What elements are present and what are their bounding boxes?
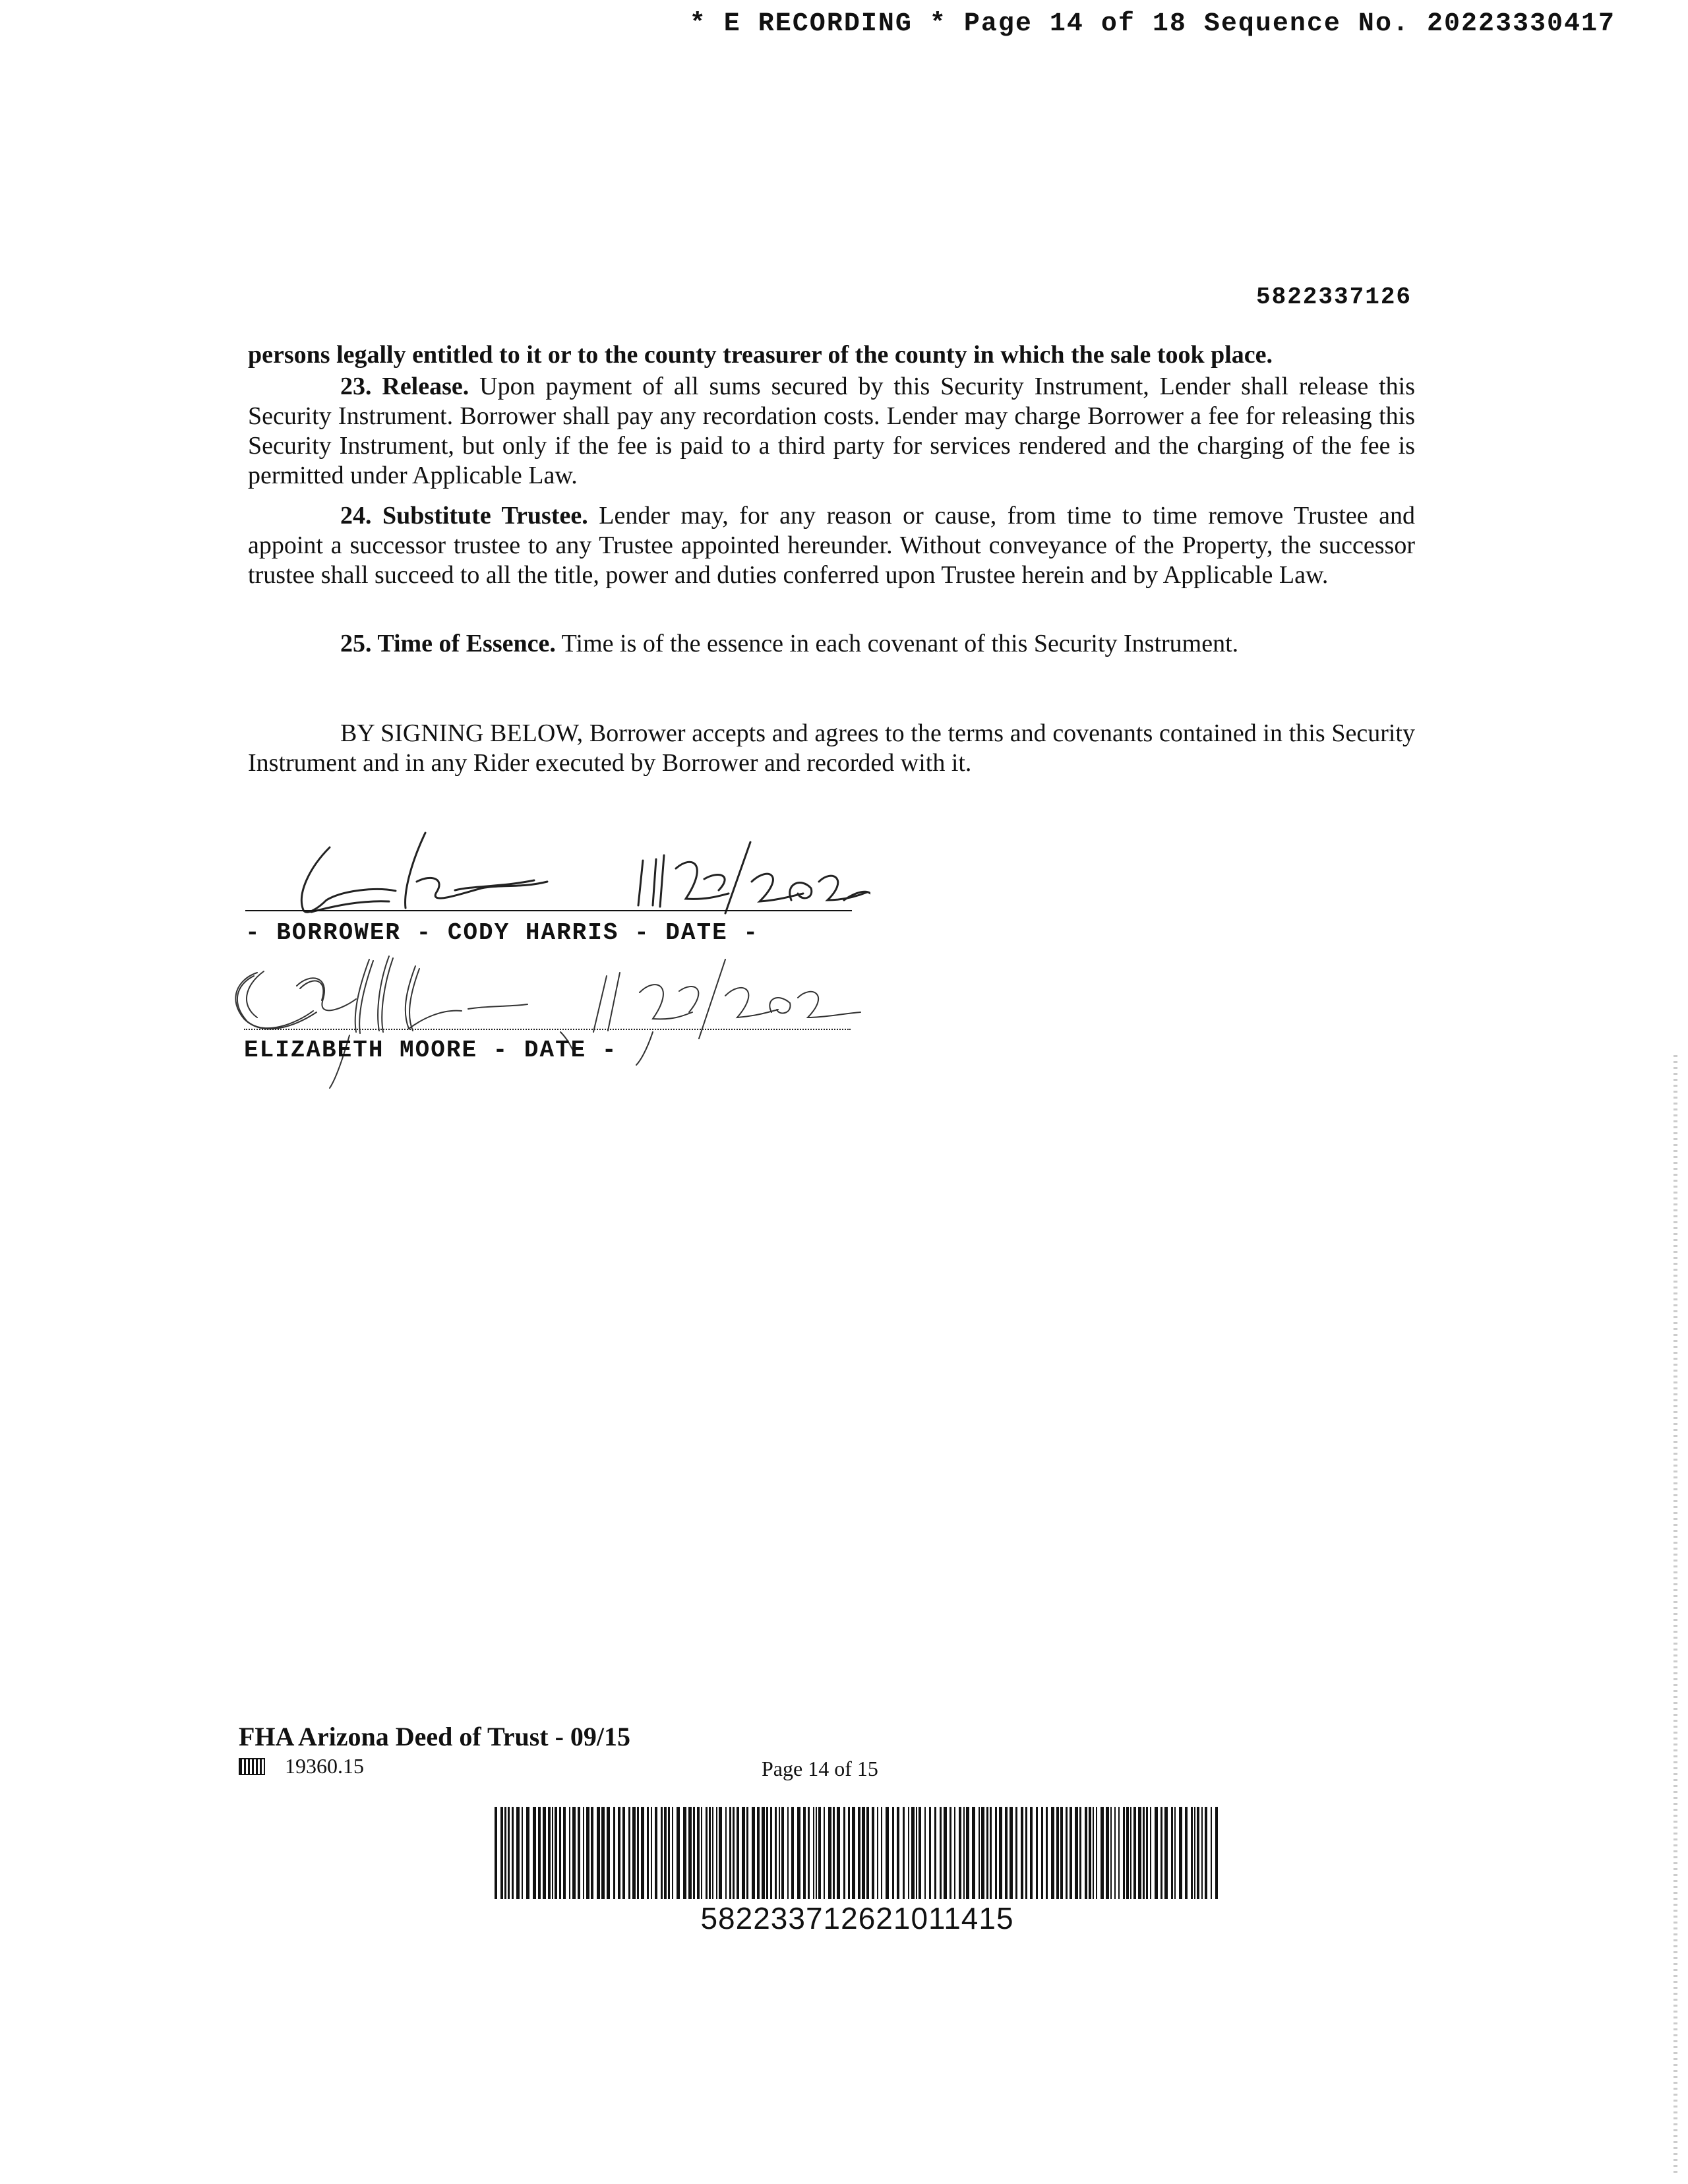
- barcode-bar: [872, 1807, 874, 1899]
- barcode-bar: [966, 1807, 969, 1899]
- section-23-release: [248, 372, 1415, 491]
- barcode-bar: [1197, 1807, 1199, 1899]
- barcode-bar: [552, 1807, 553, 1899]
- barcode-bar: [770, 1807, 772, 1899]
- barcode-bar: [688, 1807, 692, 1899]
- barcode-bar: [543, 1807, 546, 1899]
- barcode-bar: [1010, 1807, 1013, 1899]
- barcode-bar: [719, 1807, 722, 1899]
- barcode-bar: [762, 1807, 765, 1899]
- section-23-text: Upon payment of all sums secured by this Security Instrument, Lender shall release this Security Instrument. Borrower shall pay any recordation costs. Lender may charge Borrower a fee for releasing this Security Instrument, but only if the fee is paid to a third party for services rendered and the charging of the fee is permitted under Applicable Law.: [248, 373, 1415, 489]
- barcode-bar: [613, 1807, 615, 1899]
- barcode-bar: [808, 1807, 810, 1899]
- barcode-bar: [766, 1807, 768, 1899]
- barcode-bar: [583, 1807, 584, 1899]
- barcode-bar: [733, 1807, 735, 1899]
- barcode-bar: [533, 1807, 536, 1899]
- barcode-bar: [944, 1807, 947, 1899]
- form-logo-icon: [239, 1758, 265, 1775]
- barcode-bar: [954, 1807, 955, 1899]
- barcode-bar: [1089, 1807, 1091, 1899]
- barcode-bar: [803, 1807, 806, 1899]
- barcode-bar: [986, 1807, 988, 1899]
- barcode-bar: [597, 1807, 600, 1899]
- barcode-bar: [1130, 1807, 1131, 1899]
- barcode-bar: [1085, 1807, 1087, 1899]
- barcode-bar: [981, 1807, 984, 1899]
- barcode-bar: [813, 1807, 814, 1899]
- barcode-bar: [903, 1807, 905, 1899]
- barcode-bar: [1106, 1807, 1109, 1899]
- barcode-bar: [881, 1807, 882, 1899]
- signature-line-borrower-2: [244, 1029, 851, 1031]
- barcode-bar: [916, 1807, 917, 1899]
- barcode-bar: [757, 1807, 760, 1899]
- barcode-bar: [1118, 1807, 1120, 1899]
- barcode-bar: [816, 1807, 817, 1899]
- barcode-bar: [924, 1807, 926, 1899]
- section-24-substitute-trustee: [248, 501, 1415, 590]
- barcode-bar: [824, 1807, 825, 1899]
- barcode-bar: [500, 1807, 503, 1899]
- barcode-bar: [999, 1807, 1002, 1899]
- barcode-bar: [1114, 1807, 1116, 1899]
- barcode-bar: [940, 1807, 942, 1899]
- barcode-bar: [591, 1807, 593, 1899]
- barcode-bar: [563, 1807, 566, 1899]
- barcode-bar: [569, 1807, 570, 1899]
- barcode-bar: [886, 1807, 889, 1899]
- barcode-bar: [1164, 1807, 1168, 1899]
- borrower-1-label: - BORROWER - CODY HARRIS - DATE -: [245, 919, 759, 946]
- barcode-bar: [1155, 1807, 1158, 1899]
- barcode-bar: [578, 1807, 580, 1899]
- barcode-bar: [622, 1807, 625, 1899]
- barcode-bar: [752, 1807, 755, 1899]
- barcode-bar: [706, 1807, 708, 1899]
- section-24-text: Lender may, for any reason or cause, from time to time remove Trustee and appoint a successor trustee to any Trustee appointed hereunder. Without conveyance of the Property, the successor trustee shall succeed to all the title, power and duties conferred upon Trustee herein and by Applicable Law.: [248, 502, 1415, 589]
- barcode-bar: [1194, 1807, 1195, 1899]
- barcode-bar: [787, 1807, 789, 1899]
- barcode-bar: [725, 1807, 727, 1899]
- barcode-bar: [848, 1807, 850, 1899]
- barcode-bar: [522, 1807, 523, 1899]
- barcode-bar: [837, 1807, 840, 1899]
- barcode-bar: [995, 1807, 997, 1899]
- page-indicator: Page 14 of 15: [762, 1757, 878, 1780]
- barcode-bar: [775, 1807, 777, 1899]
- barcode-bar: [919, 1807, 921, 1899]
- barcode-bar: [628, 1807, 630, 1899]
- barcode-bar: [1070, 1807, 1072, 1899]
- barcode-bar: [1036, 1807, 1038, 1899]
- barcode-bar: [858, 1807, 860, 1899]
- barcode: [495, 1807, 1220, 1899]
- barcode-bar: [979, 1807, 980, 1899]
- scan-edge-artifact: [1673, 1055, 1677, 2176]
- barcode-bar: [929, 1807, 931, 1899]
- barcode-bar: [1110, 1807, 1112, 1899]
- barcode-bar: [1046, 1807, 1048, 1899]
- barcode-bar: [892, 1807, 894, 1899]
- barcode-bar: [959, 1807, 961, 1899]
- barcode-bar: [852, 1807, 855, 1899]
- barcode-bar: [601, 1807, 605, 1899]
- barcode-bar: [897, 1807, 899, 1899]
- barcode-bar: [618, 1807, 620, 1899]
- barcode-bar: [1143, 1807, 1145, 1899]
- barcode-bar: [508, 1807, 510, 1899]
- loan-number: 5822337126: [1256, 284, 1412, 311]
- barcode-bar: [555, 1807, 557, 1899]
- barcode-bar: [632, 1807, 636, 1899]
- barcode-bar: [781, 1807, 784, 1899]
- barcode-bar: [716, 1807, 717, 1899]
- barcode-bar: [1160, 1807, 1162, 1899]
- barcode-bar: [1150, 1807, 1151, 1899]
- barcode-bar: [1096, 1807, 1097, 1899]
- barcode-bar: [833, 1807, 835, 1899]
- barcode-bar: [737, 1807, 739, 1899]
- barcode-bar: [746, 1807, 748, 1899]
- barcode-bar: [1185, 1807, 1188, 1899]
- barcode-bar: [655, 1807, 657, 1899]
- barcode-bar: [1066, 1807, 1068, 1899]
- paragraph-continuation: persons legally entitled to it or to the county treasurer of the county in which the sale took place.: [248, 341, 1273, 369]
- barcode-bar: [1191, 1807, 1193, 1899]
- barcode-bar: [1171, 1807, 1173, 1899]
- barcode-bar: [1021, 1807, 1023, 1899]
- barcode-bar: [908, 1807, 909, 1899]
- barcode-bar: [661, 1807, 663, 1899]
- section-25-time-of-essence: [248, 629, 1415, 659]
- barcode-bar: [677, 1807, 680, 1899]
- barcode-bar: [651, 1807, 652, 1899]
- barcode-bar: [1138, 1807, 1141, 1899]
- barcode-bar: [828, 1807, 831, 1899]
- barcode-bar: [866, 1807, 869, 1899]
- barcode-bar: [709, 1807, 711, 1899]
- barcode-bar: [779, 1807, 780, 1899]
- barcode-bar: [1051, 1807, 1054, 1899]
- barcode-bar: [742, 1807, 745, 1899]
- form-code: [239, 1754, 364, 1778]
- section-25-text: Time is of the essence in each covenant of this Security Instrument.: [555, 630, 1239, 657]
- barcode-bar: [712, 1807, 713, 1899]
- barcode-bar: [512, 1807, 514, 1899]
- barcode-bar: [1201, 1807, 1203, 1899]
- barcode-bar: [1041, 1807, 1043, 1899]
- barcode-bar: [701, 1807, 702, 1899]
- barcode-bar: [647, 1807, 649, 1899]
- barcode-bar: [495, 1807, 497, 1899]
- barcode-bar: [697, 1807, 700, 1899]
- barcode-bar: [693, 1807, 695, 1899]
- barcode-bar: [1123, 1807, 1125, 1899]
- signature-cody-harris: [264, 828, 870, 920]
- barcode-bar: [526, 1807, 529, 1899]
- form-number: 19360.15: [285, 1754, 364, 1778]
- barcode-bar: [1093, 1807, 1094, 1899]
- signature-line-borrower-1: [245, 910, 852, 911]
- recording-header: * E RECORDING * Page 14 of 18 Sequence No. 20223330417: [689, 9, 1615, 39]
- barcode-bar: [1205, 1807, 1207, 1899]
- barcode-bar: [1179, 1807, 1182, 1899]
- barcode-bar: [538, 1807, 541, 1899]
- barcode-bar: [862, 1807, 865, 1899]
- barcode-bar: [797, 1807, 800, 1899]
- barcode-bar: [586, 1807, 589, 1899]
- barcode-bar: [1215, 1807, 1218, 1899]
- signing-statement: [248, 719, 1415, 778]
- borrower-2-label: ELIZABETH MOORE - DATE -: [244, 1037, 618, 1064]
- barcode-bar: [1126, 1807, 1129, 1899]
- barcode-bar: [504, 1807, 506, 1899]
- signature-elizabeth-moore: [218, 946, 870, 1091]
- section-23-heading: 23. Release.: [340, 373, 469, 400]
- barcode-bar: [1211, 1807, 1212, 1899]
- barcode-bar: [1056, 1807, 1059, 1899]
- barcode-bar: [672, 1807, 673, 1899]
- barcode-bar: [668, 1807, 670, 1899]
- barcode-bar: [637, 1807, 639, 1899]
- barcode-bar: [911, 1807, 915, 1899]
- signing-statement-text: BY SIGNING BELOW, Borrower accepts and agrees to the terms and covenants contained in this Security Instrument and in any Rider executed by Borrower and recorded with it.: [248, 719, 1415, 777]
- barcode-bar: [1075, 1807, 1078, 1899]
- barcode-bar: [843, 1807, 845, 1899]
- barcode-bar: [972, 1807, 975, 1899]
- barcode-bar: [990, 1807, 992, 1899]
- barcode-bar: [877, 1807, 878, 1899]
- barcode-bar: [1030, 1807, 1033, 1899]
- section-25-heading: 25. Time of Essence.: [340, 630, 556, 657]
- barcode-bar: [1079, 1807, 1081, 1899]
- barcode-bar: [559, 1807, 561, 1899]
- barcode-bar: [1174, 1807, 1176, 1899]
- form-title: FHA Arizona Deed of Trust - 09/15: [239, 1722, 631, 1751]
- barcode-bar: [1146, 1807, 1148, 1899]
- barcode-bar: [963, 1807, 965, 1899]
- barcode-bar: [683, 1807, 686, 1899]
- section-24-heading: 24. Substitute Trustee.: [340, 502, 588, 530]
- barcode-bar: [729, 1807, 731, 1899]
- barcode-bar: [1005, 1807, 1008, 1899]
- barcode-bar: [1060, 1807, 1063, 1899]
- barcode-bar: [664, 1807, 667, 1899]
- barcode-bar: [548, 1807, 551, 1899]
- barcode-bar: [516, 1807, 520, 1899]
- barcode-bar: [934, 1807, 936, 1899]
- barcode-bar: [572, 1807, 576, 1899]
- barcode-bar: [1025, 1807, 1027, 1899]
- barcode-bar: [607, 1807, 610, 1899]
- barcode-number: 582233712621011415: [700, 1901, 1014, 1935]
- barcode-bar: [1100, 1807, 1104, 1899]
- barcode-bar: [950, 1807, 951, 1899]
- barcode-bar: [791, 1807, 794, 1899]
- barcode-bar: [641, 1807, 644, 1899]
- barcode-bar: [1015, 1807, 1017, 1899]
- barcode-bar: [1133, 1807, 1136, 1899]
- barcode-bar: [818, 1807, 821, 1899]
